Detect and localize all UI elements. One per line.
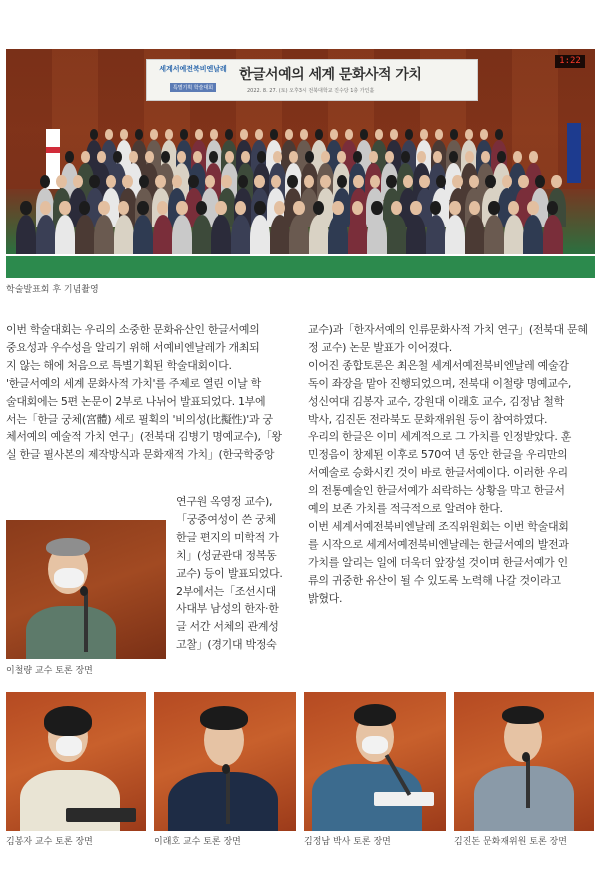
banner-info: 2022. 8. 27. (토) 오후3시 전북대학교 진수당 1층 가인홀 [247, 88, 375, 94]
crowd-person-head [360, 129, 369, 140]
crowd-person [36, 215, 56, 259]
crowd-person-head [337, 151, 347, 163]
banner-org: 세계서예전북비엔날레 [159, 65, 227, 73]
crowd-person-head [481, 151, 491, 163]
article-column-left [6, 321, 292, 464]
caption-lee-raeho: 이래호 교수 토론 장면 [154, 837, 241, 847]
crowd-person-head [370, 175, 380, 188]
group-photo [6, 49, 595, 278]
crowd-person [114, 215, 134, 259]
caption-kim-bongja: 김봉자 교수 토론 장면 [6, 837, 93, 847]
crowd-person-head [403, 175, 413, 188]
crowd-person-head [196, 201, 207, 215]
crowd-person-head [122, 175, 132, 188]
crowd-person-head [257, 151, 267, 163]
crowd-person-head [313, 201, 324, 215]
crowd-person-head [337, 175, 347, 188]
crowd-person [250, 215, 270, 259]
crowd-person-head [469, 201, 480, 215]
banner-subtitle: 특별기획 학술대회 [170, 83, 216, 92]
crowd-person-head [375, 129, 384, 140]
crowd-person-head [390, 129, 399, 140]
crowd-person [55, 215, 75, 259]
crowd-person-head [40, 175, 50, 188]
crowd-person-head [157, 201, 168, 215]
crowd-person-head [293, 201, 304, 215]
caption-kim-jindon: 김진돈 문화재위원 토론 장면 [454, 837, 567, 847]
banner-title: 한글서예의 세계 문화사적 가치 [239, 67, 422, 83]
crowd-person [16, 215, 36, 259]
crowd-person-head [221, 175, 231, 188]
crowd-person-head [98, 201, 109, 215]
crowd-person [75, 215, 95, 259]
crowd-person-head [235, 201, 246, 215]
photo-kim-jeongnam [304, 692, 446, 831]
crowd-person-head [485, 175, 495, 188]
article-column-right [308, 321, 594, 608]
crowd-person [504, 215, 524, 259]
crowd-person-head [449, 151, 459, 163]
crowd-person-head [150, 129, 159, 140]
crowd-person-head [385, 151, 395, 163]
crowd-person-head [371, 201, 382, 215]
crowd [6, 129, 595, 259]
crowd-person-head [551, 175, 561, 188]
photo-lee-raeho [154, 692, 296, 831]
crowd-person-head [480, 129, 489, 140]
crowd-person-head [120, 129, 129, 140]
crowd-person-head [105, 129, 114, 140]
crowd-person-head [410, 201, 421, 215]
crowd-person-head [449, 201, 460, 215]
photo-kim-jindon [454, 692, 594, 831]
crowd-person-head [65, 151, 75, 163]
crowd-person-head [304, 175, 314, 188]
crowd-person-head [321, 151, 331, 163]
crowd-person-head [527, 201, 538, 215]
crowd-person [153, 215, 173, 259]
crowd-person-head [155, 175, 165, 188]
crowd-person-head [97, 151, 107, 163]
crowd-person-head [465, 151, 475, 163]
crowd-person-head [535, 175, 545, 188]
crowd-person-head [118, 201, 129, 215]
crowd-person-head [345, 129, 354, 140]
crowd-person [523, 215, 543, 259]
crowd-person-head [353, 175, 363, 188]
crowd-person-head [56, 175, 66, 188]
crowd-person-head [353, 151, 363, 163]
crowd-person [211, 215, 231, 259]
crowd-person-head [469, 175, 479, 188]
crowd-person-head [73, 175, 83, 188]
crowd-person-head [90, 129, 99, 140]
crowd-person [484, 215, 504, 259]
crowd-person [465, 215, 485, 259]
crowd-person [328, 215, 348, 259]
crowd-person-head [495, 129, 504, 140]
caption-kim-jeongnam: 김정남 박사 토론 장면 [304, 837, 391, 847]
paragraph: 이어진 종합토론은 최은철 세계서예전북비엔날레 예술감 독이 좌장을 맡아 진행되었으며, 전북대 이철량 명예교수, 성신여대 김봉자 교수, 강원대 이래호 교수, 김정남 철학 박사, 김진돈 전라북도 문화재위원 등이 참여하였다. [308, 358, 572, 426]
crowd-person-head [238, 175, 248, 188]
paragraph: 이번 세계서예전북비엔날레 조직위원회는 이번 학술대회 를 시작으로 세계서예전북비엔날레는 한글서예의 발전과 가치를 알리는 일에 더욱더 앞장설 것이며 한글서예가 인 류의 귀중한 유산이 될 수 있도록 노력해 나갈 것이라고 밝혔다. [308, 519, 569, 605]
crowd-person-head [386, 175, 396, 188]
crowd-person-head [195, 129, 204, 140]
crowd-person-head [518, 175, 528, 188]
crowd-person-head [254, 175, 264, 188]
crowd-person-head [352, 201, 363, 215]
crowd-person-head [547, 201, 558, 215]
crowd-person-head [273, 151, 283, 163]
crowd-person-head [139, 175, 149, 188]
crowd-person-head [135, 129, 144, 140]
crowd-person-head [508, 201, 519, 215]
group-photo-caption: 학술발표회 후 기념촬영 [6, 285, 99, 295]
crowd-person-head [502, 175, 512, 188]
crowd-person-head [106, 175, 116, 188]
crowd-person-head [488, 201, 499, 215]
crowd-person [406, 215, 426, 259]
photo-kim-bongja [6, 692, 146, 831]
crowd-person-head [391, 201, 402, 215]
crowd-person-head [405, 129, 414, 140]
crowd-person-head [452, 175, 462, 188]
crowd-person-head [180, 129, 189, 140]
crowd-person [367, 215, 387, 259]
crowd-person-head [417, 151, 427, 163]
crowd-person-head [205, 175, 215, 188]
crowd-person-head [215, 201, 226, 215]
crowd-person-head [225, 151, 235, 163]
crowd-person-head [433, 151, 443, 163]
crowd-person-head [285, 129, 294, 140]
crowd-person-head [401, 151, 411, 163]
paragraph: '한글서예의 세계 문화사적 가치'를 주제로 열린 이날 학 술대회에는 5편 논문이 2부로 나뉘어 발표되었다. 1부에 서는「한글 궁체(宮體) 세로 필획의 '비의성(比擬性)'과 궁 체서예의 예술적 가치 연구」(전북대 김병기 명예교수),「왕 실 한글 필사본의 제작방식과 문화재적 가치」(한국학중앙 [6, 376, 282, 462]
crowd-person-head [274, 201, 285, 215]
crowd-person [94, 215, 114, 259]
crowd-person-head [289, 151, 299, 163]
crowd-person-head [271, 175, 281, 188]
crowd-person-head [430, 201, 441, 215]
crowd-person-head [20, 201, 31, 215]
crowd-person-head [188, 175, 198, 188]
crowd-person [133, 215, 153, 259]
crowd-person [426, 215, 446, 259]
crowd-person-head [176, 201, 187, 215]
crowd-person-head [129, 151, 139, 163]
crowd-person-head [513, 151, 523, 163]
crowd-person [231, 215, 251, 259]
crowd-person-head [81, 151, 91, 163]
crowd-person-head [305, 151, 315, 163]
crowd-person [543, 215, 563, 259]
photo-lee-cheolryang [6, 520, 166, 659]
crowd-person-head [436, 175, 446, 188]
crowd-person-head [210, 129, 219, 140]
crowd-person-head [419, 175, 429, 188]
crowd-person-head [79, 201, 90, 215]
crowd-person-head [172, 175, 182, 188]
crowd-person-head [137, 201, 148, 215]
crowd-person [445, 215, 465, 259]
crowd-person-head [330, 129, 339, 140]
crowd-person [289, 215, 309, 259]
green-tables [6, 254, 595, 278]
crowd-person [348, 215, 368, 259]
crowd-person [192, 215, 212, 259]
crowd-person-head [240, 129, 249, 140]
crowd-person [309, 215, 329, 259]
crowd-person-head [254, 201, 265, 215]
crowd-person-head [320, 175, 330, 188]
wall-clock: 1:22 [555, 55, 585, 68]
crowd-person-head [241, 151, 251, 163]
crowd-person-head [225, 129, 234, 140]
article-column-left-narrow: 연구원 옥영정 교수), 「궁중여성이 쓴 궁체 한글 편지의 미학적 가 치」(성균관대 정복동 교수) 등이 발표되었다. 2부에서는「조선시대 사대부 남성의 한자·한 글 서간 서체의 관계성 고찰」(경기대 박정숙 [176, 495, 283, 652]
crowd-person-head [435, 129, 444, 140]
crowd-person-head [113, 151, 123, 163]
paragraph: 이번 학술대회는 우리의 소중한 문화유산인 한글서예의 중요성과 우수성을 알리기 위해 서예비엔날레가 개최되 지 않는 해에 처음으로 특별기획된 학술대회이다. [6, 323, 260, 372]
crowd-person-head [300, 129, 309, 140]
crowd-person-head [332, 201, 343, 215]
crowd-person-head [315, 129, 324, 140]
crowd-person-head [450, 129, 459, 140]
crowd-person-head [420, 129, 429, 140]
crowd-person-head [287, 175, 297, 188]
crowd-person-head [193, 151, 203, 163]
crowd-person-head [465, 129, 474, 140]
crowd-person-head [529, 151, 539, 163]
crowd-person-head [161, 151, 171, 163]
crowd-person-head [497, 151, 507, 163]
crowd-person-head [89, 175, 99, 188]
crowd-person-head [59, 201, 70, 215]
crowd-person [172, 215, 192, 259]
crowd-person-head [40, 201, 51, 215]
crowd-person-head [255, 129, 264, 140]
crowd-person [270, 215, 290, 259]
crowd-person-head [145, 151, 155, 163]
caption-lee-cheolryang: 이철량 교수 토론 장면 [6, 666, 93, 676]
crowd-person-head [177, 151, 187, 163]
crowd-person [387, 215, 407, 259]
crowd-person-head [270, 129, 279, 140]
paragraph: 교수)과「한자서예의 인류문화사적 가치 연구」(전북대 문혜 정 교수) 논문 발표가 이어졌다. [308, 323, 588, 354]
crowd-person-head [209, 151, 219, 163]
paragraph: 우리의 한글은 이미 세계적으로 그 가치를 인정받았다. 훈 민정음이 창제된 이후로 570여 년 동안 한글을 우리만의 서예술로 승화시킨 것이 바로 한글서예이다. 이러한 우리 의 전통예술인 한글서예가 쇠락하는 상황을 막고 한글서 예의 보존 가치를 적극적으로 알려야 한다. [308, 430, 572, 516]
crowd-person-head [165, 129, 174, 140]
event-banner [146, 59, 478, 101]
crowd-person-head [369, 151, 379, 163]
